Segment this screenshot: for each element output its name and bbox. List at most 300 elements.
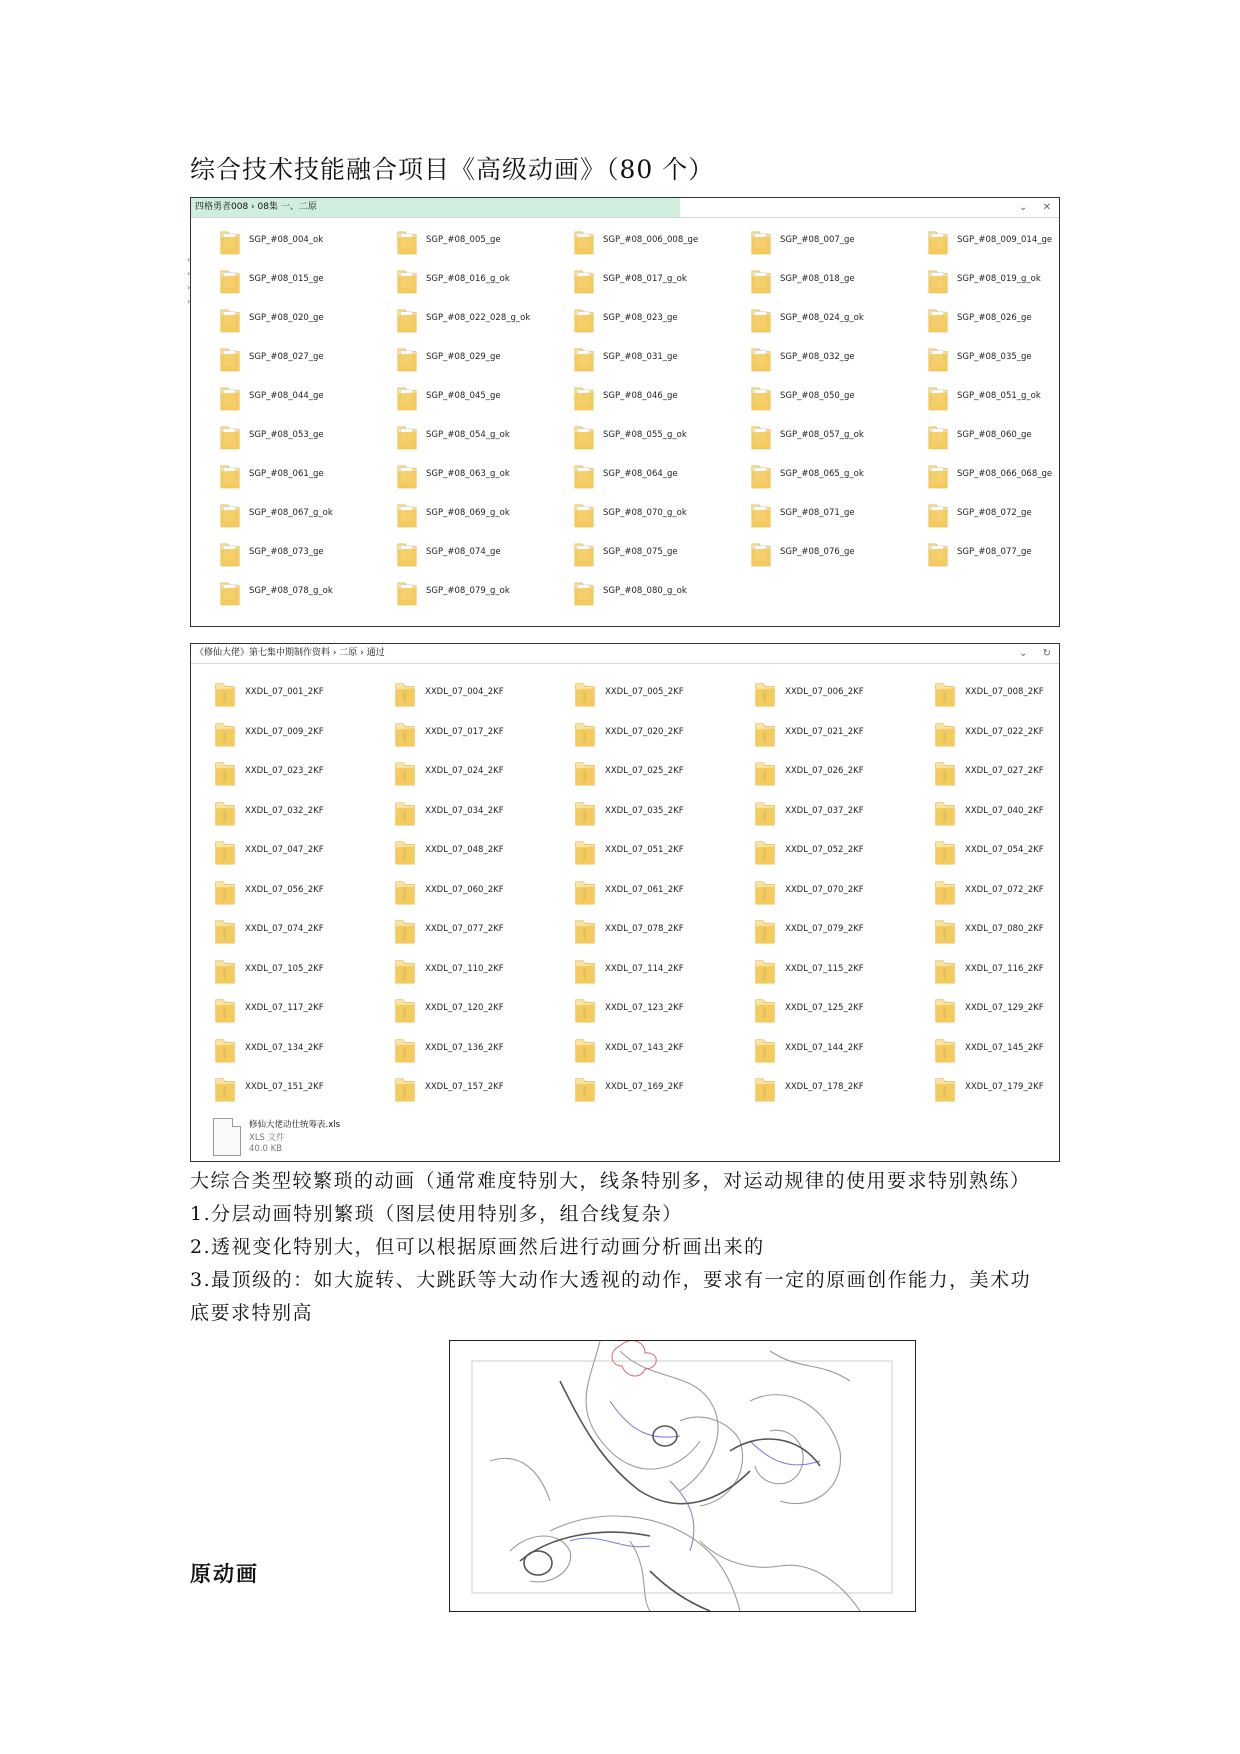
folder-icon: [573, 1036, 597, 1064]
folder-item[interactable]: [933, 678, 1093, 712]
folder-icon: [573, 228, 595, 256]
folder-item[interactable]: [396, 421, 556, 455]
folder-item[interactable]: [393, 1073, 553, 1107]
folder-icon: [393, 996, 417, 1024]
folder-item[interactable]: [753, 678, 913, 712]
folder-icon: [393, 759, 417, 787]
folder-icon: [573, 878, 597, 906]
folder-name: XXDL_07_052_2KF: [785, 845, 864, 855]
folder-icon: [573, 267, 595, 295]
folder-item[interactable]: [393, 678, 553, 712]
folder-icon: [933, 957, 957, 985]
folder-icon: [213, 838, 237, 866]
folder-item[interactable]: [219, 343, 379, 377]
folder-item[interactable]: [753, 915, 913, 949]
folder-icon: [219, 345, 241, 373]
folder-name: XXDL_07_145_2KF: [965, 1042, 1044, 1053]
folder-name: SGP_#08_069_g_ok: [426, 508, 510, 518]
folder-icon: [573, 423, 595, 451]
folder-item[interactable]: [219, 382, 379, 416]
folder-item[interactable]: [933, 1073, 1093, 1107]
folder-item[interactable]: [219, 304, 379, 338]
folder-icon: [393, 917, 417, 945]
folder-name: XXDL_07_026_2KF: [785, 766, 864, 776]
folder-icon: [753, 680, 777, 708]
folder-item[interactable]: [933, 915, 1093, 949]
folder-item[interactable]: [750, 538, 910, 572]
folder-name: XXDL_07_051_2KF: [605, 845, 684, 855]
file-size: 40.0 KB: [249, 1144, 283, 1154]
folder-icon: [927, 345, 949, 373]
folder-item[interactable]: [753, 797, 913, 831]
folder-name: SGP_#08_032_ge: [780, 352, 855, 362]
folder-name: SGP_#08_067_g_ok: [249, 508, 333, 518]
folder-name: SGP_#08_026_ge: [957, 313, 1032, 323]
folder-icon: [393, 799, 417, 827]
folder-name: XXDL_07_006_2KF: [785, 687, 864, 697]
folder-item[interactable]: [753, 836, 913, 870]
folder-icon: [927, 306, 949, 334]
folder-item[interactable]: [219, 499, 379, 533]
folder-icon: [573, 957, 597, 985]
folder-item[interactable]: [573, 226, 733, 260]
folder-item[interactable]: [927, 265, 1087, 299]
folder-icon: [933, 720, 957, 748]
folder-name: XXDL_07_037_2KF: [785, 805, 864, 816]
folder-item[interactable]: [927, 343, 1087, 377]
folder-icon: [219, 306, 241, 334]
folder-icon: [753, 1075, 777, 1103]
folder-name: SGP_#08_055_g_ok: [603, 430, 687, 440]
folder-icon: [219, 384, 241, 412]
folder-name: SGP_#08_007_ge: [780, 235, 855, 245]
folder-name: XXDL_07_110_2KF: [425, 963, 504, 974]
folder-item[interactable]: [573, 955, 733, 989]
folder-name: XXDL_07_114_2KF: [605, 963, 684, 974]
folder-icon: [573, 384, 595, 412]
folder-item[interactable]: [573, 460, 733, 494]
folder-item[interactable]: [753, 955, 913, 989]
folder-item[interactable]: [573, 1073, 733, 1107]
page-title: 综合技术技能融合项目《高级动画》（80 个）: [190, 155, 715, 184]
folder-item[interactable]: [933, 994, 1093, 1028]
folder-item[interactable]: [219, 538, 379, 572]
folder-icon: [750, 228, 772, 256]
folder-item[interactable]: [750, 421, 910, 455]
folder-icon: [219, 501, 241, 529]
folder-name: XXDL_07_047_2KF: [245, 845, 324, 855]
folder-name: SGP_#08_078_g_ok: [249, 586, 333, 596]
folder-item[interactable]: [573, 304, 733, 338]
folder-name: XXDL_07_025_2KF: [605, 766, 684, 776]
folder-item[interactable]: [933, 757, 1093, 791]
figure-caption: 原动画: [190, 1561, 259, 1586]
folder-name: SGP_#08_077_ge: [957, 547, 1032, 557]
folder-item[interactable]: [393, 797, 553, 831]
folder-icon: [396, 345, 418, 373]
folder-name: SGP_#08_022_028_g_ok: [426, 313, 531, 323]
folder-item[interactable]: [933, 718, 1093, 752]
chevron-down-icon[interactable]: ⌄: [1019, 202, 1028, 213]
folder-name: XXDL_07_005_2KF: [605, 687, 684, 697]
folder-name: XXDL_07_035_2KF: [605, 805, 684, 816]
folder-icon: [396, 423, 418, 451]
folder-icon: [393, 878, 417, 906]
animation-sketch-image: [449, 1340, 916, 1612]
folder-name: SGP_#08_071_ge: [780, 508, 855, 518]
folder-name: XXDL_07_072_2KF: [965, 884, 1044, 895]
folder-name: SGP_#08_076_ge: [780, 547, 855, 557]
folder-item[interactable]: [213, 1034, 373, 1068]
folder-name: SGP_#08_045_ge: [426, 391, 501, 401]
folder-name: XXDL_07_123_2KF: [605, 1003, 684, 1013]
folder-name: SGP_#08_070_g_ok: [603, 508, 687, 518]
folder-item[interactable]: [213, 955, 373, 989]
folder-icon: [219, 579, 241, 607]
folder-item[interactable]: [753, 718, 913, 752]
folder-item[interactable]: [750, 304, 910, 338]
folder-name: XXDL_07_021_2KF: [785, 726, 864, 737]
folder-item[interactable]: [393, 1034, 553, 1068]
folder-item[interactable]: [393, 757, 553, 791]
folder-icon: [927, 228, 949, 256]
folder-name: XXDL_07_136_2KF: [425, 1042, 504, 1053]
folder-name: XXDL_07_001_2KF: [245, 687, 324, 697]
folder-icon: [219, 228, 241, 256]
address-bar[interactable]: [191, 644, 1059, 664]
folder-name: XXDL_07_134_2KF: [245, 1042, 324, 1053]
folder-item[interactable]: [396, 382, 556, 416]
folder-item[interactable]: [573, 876, 733, 910]
folder-name: XXDL_07_009_2KF: [245, 726, 324, 737]
folder-name: XXDL_07_032_2KF: [245, 805, 324, 816]
folder-icon: [573, 720, 597, 748]
close-icon[interactable]: ✕: [1042, 202, 1051, 213]
folder-name: SGP_#08_053_ge: [249, 430, 324, 440]
folder-icon: [213, 878, 237, 906]
folder-icon: [753, 759, 777, 787]
folder-name: SGP_#08_072_ge: [957, 508, 1032, 518]
folder-name: SGP_#08_063_g_ok: [426, 469, 510, 479]
refresh-icon[interactable]: ↻: [1042, 648, 1051, 659]
folder-item[interactable]: [396, 499, 556, 533]
folder-item[interactable]: [927, 460, 1087, 494]
folder-item[interactable]: [213, 836, 373, 870]
folder-item[interactable]: [573, 343, 733, 377]
folder-icon: [753, 917, 777, 945]
folder-name: XXDL_07_034_2KF: [425, 805, 504, 816]
folder-name: SGP_#08_061_ge: [249, 469, 324, 479]
folder-name: XXDL_07_020_2KF: [605, 726, 684, 737]
folder-name: SGP_#08_066_068_ge: [957, 469, 1053, 479]
folder-item[interactable]: [393, 836, 553, 870]
folder-item[interactable]: [213, 915, 373, 949]
folder-icon: [573, 306, 595, 334]
folder-item[interactable]: [219, 460, 379, 494]
folder-item[interactable]: [753, 994, 913, 1028]
xls-file-item[interactable]: [213, 1118, 473, 1158]
folder-name: SGP_#08_019_g_ok: [957, 274, 1041, 284]
folder-item[interactable]: [213, 797, 373, 831]
folder-item[interactable]: [933, 876, 1093, 910]
folder-item[interactable]: [933, 836, 1093, 870]
folder-item[interactable]: [927, 421, 1087, 455]
folder-icon: [927, 540, 949, 568]
folder-name: SGP_#08_073_ge: [249, 547, 324, 557]
folder-icon: [753, 957, 777, 985]
folder-item[interactable]: [750, 265, 910, 299]
folder-item[interactable]: [396, 343, 556, 377]
breadcrumb[interactable]: 四格勇者008 › 08集 一、二原: [191, 198, 680, 217]
folder-name: XXDL_07_178_2KF: [785, 1082, 864, 1092]
folder-icon: [753, 838, 777, 866]
folder-item[interactable]: [927, 499, 1087, 533]
folder-name: XXDL_07_078_2KF: [605, 924, 684, 934]
folder-icon: [396, 579, 418, 607]
folder-item[interactable]: [219, 226, 379, 260]
folder-name: SGP_#08_029_ge: [426, 352, 501, 362]
folder-item[interactable]: [573, 421, 733, 455]
folder-item[interactable]: [750, 382, 910, 416]
folder-icon: [573, 501, 595, 529]
folder-item[interactable]: [573, 538, 733, 572]
folder-item[interactable]: [213, 678, 373, 712]
folder-icon: [933, 759, 957, 787]
folder-name: SGP_#08_020_ge: [249, 313, 324, 323]
folder-icon: [927, 267, 949, 295]
folder-item[interactable]: [573, 499, 733, 533]
folder-icon: [750, 384, 772, 412]
folder-item[interactable]: [396, 538, 556, 572]
folder-icon: [750, 462, 772, 490]
folder-icon: [573, 540, 595, 568]
folder-item[interactable]: [750, 343, 910, 377]
folder-item[interactable]: [753, 1034, 913, 1068]
file-grid: [191, 218, 1059, 626]
folder-icon: [393, 680, 417, 708]
folder-item[interactable]: [573, 994, 733, 1028]
folder-icon: [933, 680, 957, 708]
folder-item[interactable]: [933, 797, 1093, 831]
nav-pane-edge: › › › ›: [187, 255, 191, 306]
paragraph: 2.透视变化特别大，但可以根据原画然后进行动画分析画出来的: [190, 1236, 765, 1258]
folder-item[interactable]: [927, 382, 1087, 416]
folder-icon: [213, 759, 237, 787]
folder-icon: [396, 540, 418, 568]
folder-name: SGP_#08_075_ge: [603, 547, 678, 557]
folder-name: SGP_#08_044_ge: [249, 391, 324, 401]
folder-name: XXDL_07_157_2KF: [425, 1082, 504, 1092]
folder-icon: [750, 423, 772, 451]
folder-name: XXDL_07_008_2KF: [965, 687, 1044, 697]
address-bar[interactable]: [191, 198, 1059, 218]
paragraph: 底要求特别高: [190, 1302, 314, 1324]
folder-icon: [213, 917, 237, 945]
folder-icon: [933, 1075, 957, 1103]
folder-item[interactable]: [396, 577, 556, 611]
folder-item[interactable]: [933, 1034, 1093, 1068]
folder-item[interactable]: [927, 538, 1087, 572]
folder-icon: [750, 345, 772, 373]
folder-name: XXDL_07_117_2KF: [245, 1003, 324, 1013]
folder-icon: [396, 228, 418, 256]
folder-name: XXDL_07_144_2KF: [785, 1042, 864, 1053]
folder-item[interactable]: [753, 876, 913, 910]
folder-icon: [750, 501, 772, 529]
folder-name: XXDL_07_143_2KF: [605, 1042, 684, 1053]
folder-item[interactable]: [219, 265, 379, 299]
folder-name: SGP_#08_064_ge: [603, 469, 678, 479]
folder-item[interactable]: [393, 994, 553, 1028]
folder-icon: [573, 345, 595, 373]
folder-icon: [396, 384, 418, 412]
folder-item[interactable]: [573, 757, 733, 791]
explorer-window-2: [190, 643, 1060, 1162]
folder-name: XXDL_07_040_2KF: [965, 805, 1044, 816]
folder-icon: [573, 799, 597, 827]
folder-item[interactable]: [213, 757, 373, 791]
folder-item[interactable]: [219, 577, 379, 611]
folder-item[interactable]: [213, 1073, 373, 1107]
chevron-down-icon[interactable]: ⌄: [1019, 648, 1028, 659]
folder-name: SGP_#08_018_ge: [780, 274, 855, 284]
folder-icon: [573, 917, 597, 945]
folder-icon: [396, 501, 418, 529]
folder-item[interactable]: [753, 757, 913, 791]
folder-item[interactable]: [750, 499, 910, 533]
folder-item[interactable]: [573, 577, 733, 611]
folder-item[interactable]: [573, 836, 733, 870]
folder-icon: [933, 838, 957, 866]
folder-name: XXDL_07_120_2KF: [425, 1003, 504, 1013]
folder-icon: [933, 917, 957, 945]
folder-item[interactable]: [393, 955, 553, 989]
folder-name: XXDL_07_129_2KF: [965, 1003, 1044, 1013]
folder-icon: [213, 720, 237, 748]
folder-name: SGP_#08_065_g_ok: [780, 469, 864, 479]
paragraph: 3.最顶级的：如大旋转、大跳跃等大动作大透视的动作，要求有一定的原画创作能力，美术功: [190, 1269, 1032, 1291]
folder-name: SGP_#08_004_ok: [249, 235, 324, 245]
folder-icon: [933, 996, 957, 1024]
folder-icon: [213, 799, 237, 827]
folder-name: XXDL_07_151_2KF: [245, 1082, 324, 1092]
folder-item[interactable]: [213, 876, 373, 910]
folder-name: XXDL_07_077_2KF: [425, 924, 504, 934]
folder-item[interactable]: [396, 265, 556, 299]
folder-name: SGP_#08_031_ge: [603, 352, 678, 362]
folder-icon: [927, 423, 949, 451]
folder-icon: [753, 878, 777, 906]
folder-name: XXDL_07_023_2KF: [245, 766, 324, 776]
folder-item[interactable]: [573, 915, 733, 949]
folder-name: XXDL_07_054_2KF: [965, 845, 1044, 855]
folder-name: SGP_#08_024_g_ok: [780, 313, 864, 323]
folder-icon: [396, 267, 418, 295]
folder-name: XXDL_07_061_2KF: [605, 884, 684, 895]
folder-icon: [393, 838, 417, 866]
folder-icon: [573, 462, 595, 490]
folder-name: XXDL_07_179_2KF: [965, 1082, 1044, 1092]
xls-file-icon: [213, 1118, 241, 1156]
folder-name: XXDL_07_070_2KF: [785, 884, 864, 895]
folder-item[interactable]: [396, 226, 556, 260]
folder-icon: [393, 957, 417, 985]
folder-item[interactable]: [219, 421, 379, 455]
folder-item[interactable]: [750, 460, 910, 494]
folder-icon: [393, 1036, 417, 1064]
folder-name: XXDL_07_024_2KF: [425, 766, 504, 776]
folder-icon: [753, 720, 777, 748]
folder-name: XXDL_07_004_2KF: [425, 687, 504, 697]
folder-name: XXDL_07_056_2KF: [245, 884, 324, 895]
folder-icon: [750, 306, 772, 334]
folder-item[interactable]: [933, 955, 1093, 989]
folder-name: XXDL_07_048_2KF: [425, 845, 504, 855]
file-grid: [191, 664, 1059, 1161]
folder-icon: [213, 1075, 237, 1103]
folder-name: SGP_#08_050_ge: [780, 391, 855, 401]
folder-item[interactable]: [753, 1073, 913, 1107]
folder-item[interactable]: [213, 994, 373, 1028]
folder-icon: [573, 1075, 597, 1103]
folder-item[interactable]: [573, 265, 733, 299]
folder-item[interactable]: [573, 718, 733, 752]
folder-icon: [396, 462, 418, 490]
folder-name: XXDL_07_080_2KF: [965, 924, 1044, 934]
folder-icon: [213, 1036, 237, 1064]
folder-name: XXDL_07_105_2KF: [245, 963, 324, 974]
folder-icon: [573, 680, 597, 708]
folder-icon: [927, 501, 949, 529]
folder-item[interactable]: [573, 797, 733, 831]
folder-item[interactable]: [927, 226, 1087, 260]
folder-icon: [573, 838, 597, 866]
folder-name: XXDL_07_060_2KF: [425, 884, 504, 895]
folder-icon: [933, 1036, 957, 1064]
breadcrumb[interactable]: 《修仙大佬》第七集中期制作资料 › 二原 › 通过: [195, 648, 385, 658]
folder-item[interactable]: [396, 304, 556, 338]
folder-item[interactable]: [573, 1034, 733, 1068]
folder-name: XXDL_07_074_2KF: [245, 924, 324, 934]
folder-icon: [396, 306, 418, 334]
folder-name: XXDL_07_125_2KF: [785, 1003, 864, 1013]
folder-icon: [219, 540, 241, 568]
folder-name: SGP_#08_051_g_ok: [957, 391, 1041, 401]
folder-name: SGP_#08_016_g_ok: [426, 274, 510, 284]
folder-name: SGP_#08_046_ge: [603, 391, 678, 401]
folder-icon: [750, 540, 772, 568]
folder-name: SGP_#08_080_g_ok: [603, 586, 687, 596]
folder-item[interactable]: [393, 915, 553, 949]
folder-item[interactable]: [927, 304, 1087, 338]
folder-icon: [219, 423, 241, 451]
folder-item[interactable]: [573, 382, 733, 416]
folder-icon: [750, 267, 772, 295]
folder-item[interactable]: [393, 876, 553, 910]
folder-item[interactable]: [213, 718, 373, 752]
folder-item[interactable]: [750, 226, 910, 260]
folder-name: SGP_#08_017_g_ok: [603, 274, 687, 284]
folder-icon: [927, 462, 949, 490]
folder-item[interactable]: [573, 678, 733, 712]
folder-icon: [573, 579, 595, 607]
folder-name: SGP_#08_023_ge: [603, 313, 678, 323]
folder-icon: [753, 1036, 777, 1064]
folder-item[interactable]: [393, 718, 553, 752]
folder-icon: [933, 878, 957, 906]
folder-icon: [933, 799, 957, 827]
folder-item[interactable]: [396, 460, 556, 494]
